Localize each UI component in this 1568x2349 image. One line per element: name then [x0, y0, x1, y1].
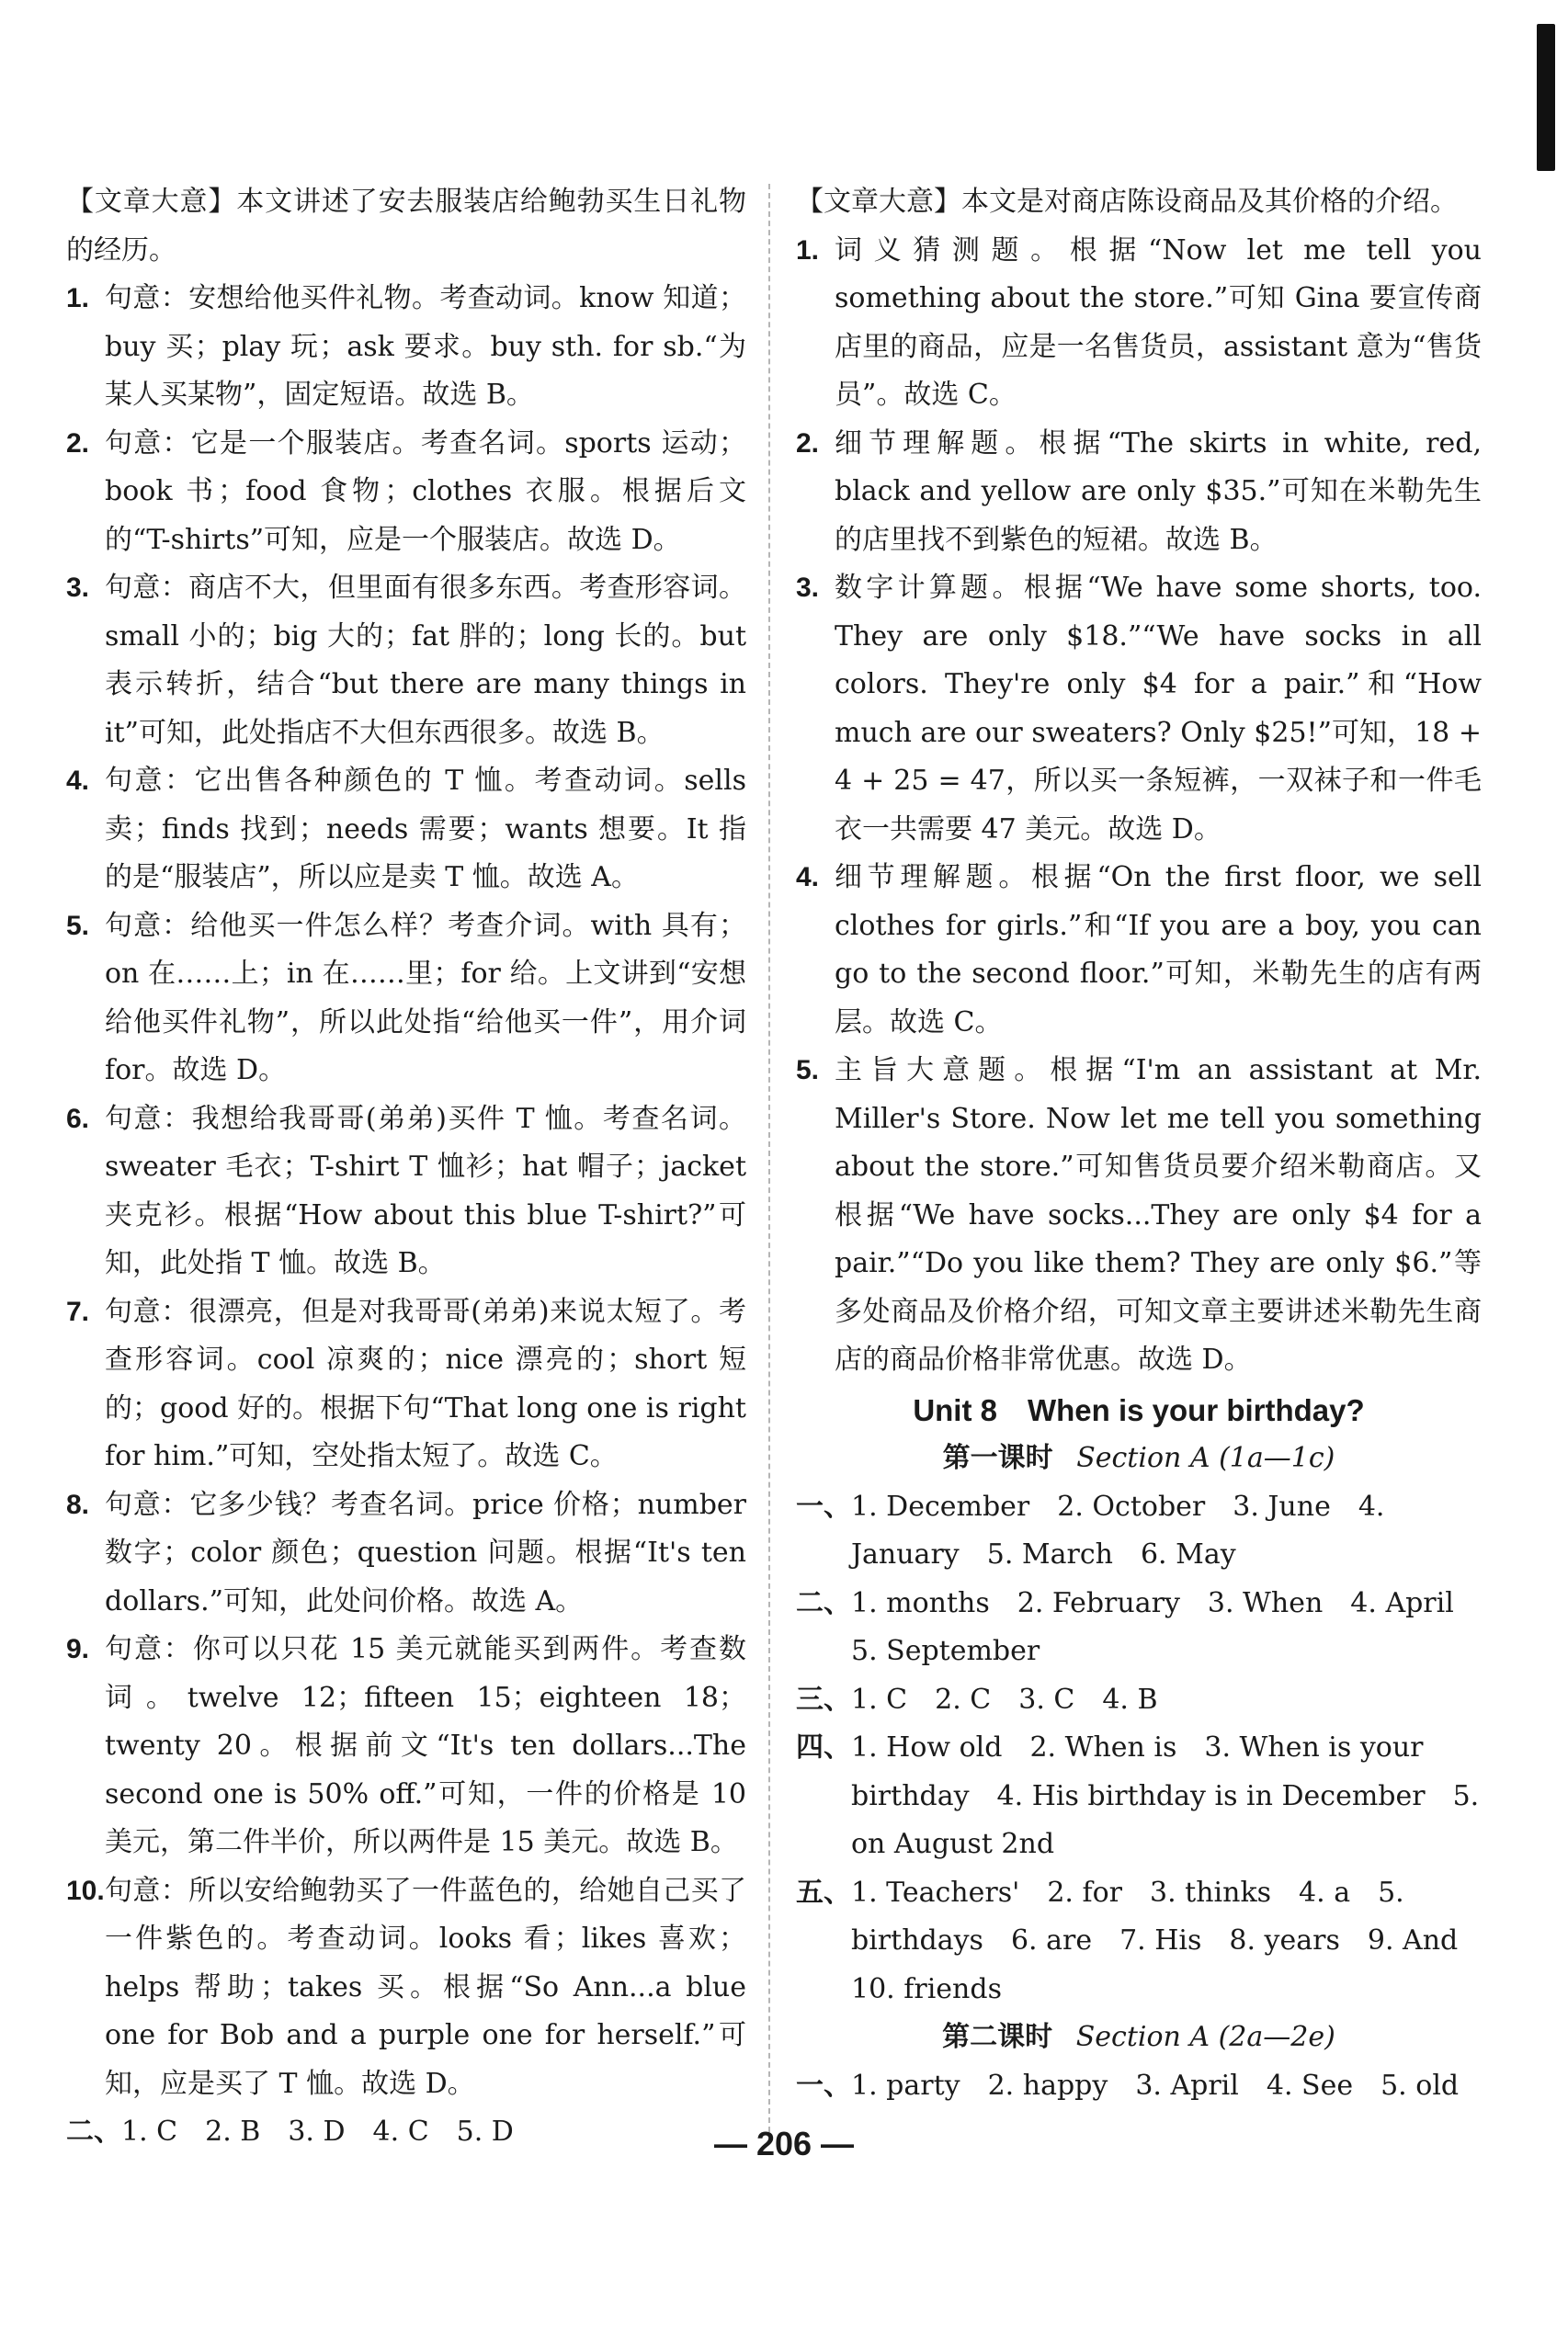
- lesson-1-title: 第一课时: [942, 1443, 1053, 1473]
- lesson-2-title: 第二课时: [942, 2022, 1053, 2052]
- item-number: 3.: [796, 573, 820, 603]
- item-number: 10.: [66, 1875, 105, 1906]
- answer-item: [66, 902, 746, 1095]
- column-divider: [768, 184, 770, 2132]
- answer-item: [796, 420, 1482, 565]
- item-text: 句意：它是一个服装店。考查名词。sports 运动；book 书；food 食物；clothes 衣服。根据后文的“T-shirts”可知，应是一个服装店。故选 D。: [105, 426, 746, 556]
- item-number: 8.: [66, 1489, 90, 1520]
- exercise-answers: [796, 1580, 1482, 1676]
- left-column: [66, 178, 746, 2157]
- item-number: 4.: [796, 862, 820, 892]
- item-text: 句意：它多少钱？考查名词。price 价格；number 数字；color 颜色；question 问题。根据“It's ten dollars.”可知，此处问价格。故选 A。: [105, 1488, 746, 1617]
- section-label: 二、: [66, 2116, 121, 2147]
- unit-title: Unit 8 When is your birthday?: [913, 1392, 1365, 1427]
- exercise-label: 一、: [796, 1491, 851, 1522]
- answer-item: [66, 1288, 746, 1481]
- item-text: 数字计算题。根据“We have some shorts, too. They are only $18.”“We have socks in all colors. They're only $4 for a pair.”和“How much are our sweaters? Only $25!”可知，18 + 4 + 25 = 47，所以买一条短裤，一双袜子和一件毛衣一共需要 47 美元。故选 D。: [835, 572, 1482, 845]
- item-number: 4.: [66, 766, 90, 796]
- item-text: 句意：给他买一件怎么样？考查介词。with 具有；on 在……上；in 在……里；for 给。上文讲到“安想给他买件礼物”，所以此处指“给他买一件”，用介词 for。故选 D。: [105, 909, 746, 1086]
- item-number: 1.: [796, 234, 820, 266]
- exercise-answers: [796, 1724, 1482, 1869]
- exercise-answers: [796, 1483, 1482, 1580]
- item-text: 细节理解题。根据“The skirts in white, red, black and yellow are only $35.”可知在米勒先生的店里找不到紫色的短裙。故选 B。: [835, 426, 1482, 556]
- lesson-1-answers: [796, 1483, 1486, 2014]
- exercise-label: 二、: [796, 1587, 851, 1618]
- answer-item: [66, 420, 746, 565]
- exercise-answers: [796, 2062, 1482, 2111]
- answer-item: [796, 564, 1482, 854]
- right-column: [796, 178, 1486, 2110]
- exercise-answer-text: 1. party 2. happy 3. April 4. See 5. old: [851, 2069, 1460, 2102]
- left-answer-list: [66, 275, 746, 2108]
- page-edge-bar: [1537, 24, 1555, 171]
- item-number: 6.: [66, 1103, 90, 1134]
- item-text: 细节理解题。根据“On the first floor, we sell clothes for girls.”和“If you are a boy, you can go to the second floor.”可知，米勒先生的店有两层。故选 C。: [835, 861, 1482, 1038]
- item-number: 3.: [66, 573, 90, 603]
- item-number: 7.: [66, 1296, 90, 1327]
- answer-item: [796, 854, 1482, 1047]
- exercise-answer-text: 1. months 2. February 3. When 4. April 5. September: [851, 1586, 1482, 1667]
- item-number: 9.: [66, 1634, 90, 1664]
- lesson-1-section: Section A (1a—1c): [1076, 1442, 1335, 1474]
- item-number: 5.: [66, 910, 90, 941]
- answer-item: [66, 1095, 746, 1288]
- answer-item: [66, 1481, 746, 1627]
- item-number: 2.: [796, 427, 820, 459]
- lesson-2-section: Section A (2a—2e): [1075, 2021, 1335, 2053]
- left-summary: 【文章大意】本文讲述了安去服装店给鲍勃买生日礼物的经历。: [66, 186, 746, 267]
- right-summary: 【文章大意】本文是对商店陈设商品及其价格的介绍。: [796, 186, 1458, 218]
- item-text: 句意：我想给我哥哥(弟弟)买件 T 恤。考查名词。sweater 毛衣；T-shirt T 恤衫；hat 帽子；jacket 夹克衫。根据“How about this blue T-shirt?”可知，此处指 T 恤。故选 B。: [105, 1102, 746, 1279]
- exercise-answer-text: 1. Teachers' 2. for 3. thinks 4. a 5. birthdays 6. are 7. His 8. years 9. And 10. friends: [851, 1876, 1486, 2005]
- answer-item: [796, 227, 1482, 420]
- exercise-answer-text: 1. How old 2. When is 3. When is your birthday 4. His birthday is in December 5. on August 2nd: [851, 1731, 1480, 1860]
- item-text: 词义猜测题。根据“Now let me tell you something about the store.”可知 Gina 要宣传商店里的商品，应是一名售货员，assistant 意为“售货员”。故选 C。: [835, 233, 1482, 411]
- item-number: 2.: [66, 427, 90, 459]
- exercise-answers: [796, 1869, 1486, 2014]
- answer-item: [66, 757, 746, 902]
- item-text: 句意：所以安给鲍勃买了一件蓝色的，给她自己买了一件紫色的。考查动词。looks 看；likes 喜欢；helps 帮助；takes 买。根据“So Ann...a blue one for Bob and a purple one for herself.”可知，应是买了 T 恤。故选 D。: [105, 1874, 746, 2100]
- lesson-2-answers: [796, 2062, 1482, 2111]
- item-number: 5.: [796, 1055, 820, 1085]
- item-text: 句意：它出售各种颜色的 T 恤。考查动词。sells 卖；finds 找到；needs 需要；wants 想要。It 指的是“服装店”，所以应是卖 T 恤。故选 A。: [105, 765, 746, 893]
- item-number: 1.: [66, 283, 90, 313]
- answer-item: [796, 1047, 1482, 1385]
- answer-item: [66, 1626, 746, 1867]
- item-text: 句意：安想给他买件礼物。考查动词。know 知道；buy 买；play 玩；ask 要求。buy sth. for sb.“为某人买某物”，固定短语。故选 B。: [105, 282, 746, 411]
- answer-item: [66, 1867, 746, 2109]
- exercise-label: 一、: [796, 2070, 851, 2101]
- exercise-label: 四、: [796, 1732, 851, 1763]
- right-answer-list: [796, 227, 1482, 1385]
- lesson-1-heading: [796, 1435, 1482, 1483]
- page-number: — 206 —: [713, 2125, 855, 2162]
- item-text: 句意：你可以只花 15 美元就能买到两件。考查数词。twelve 12；fifteen 15；eighteen 18；twenty 20。根据前文“It's ten dollars...The second one is 50% off.”可知，一件的价格是 10 美元，第二件半价，所以两件是 15 美元。故选 B。: [105, 1633, 746, 1858]
- item-text: 主旨大意题。根据“I'm an assistant at Mr. Miller's Store. Now let me tell you something about the store.”可知售货员要介绍米勒商店。又根据“We have socks...They are only $4 for a pair.”“Do you like them? They are only $6.”等多处商品及价格介绍，可知文章主要讲述米勒先生商店的商品价格非常优惠。故选 D。: [835, 1054, 1482, 1376]
- item-text: 句意：很漂亮，但是对我哥哥(弟弟)来说太短了。考查形容词。cool 凉爽的；nice 漂亮的；short 短的；good 好的。根据下句“That long one is right for him.”可知，空处指太短了。故选 C。: [105, 1295, 746, 1472]
- section-answers: 1. C 2. B 3. D 4. C 5. D: [121, 2116, 514, 2148]
- exercise-answers: [796, 1676, 1482, 1725]
- answer-item: [66, 275, 746, 420]
- exercise-answer-text: 1. C 2. C 3. C 4. B: [851, 1683, 1158, 1716]
- answer-item: [66, 564, 746, 757]
- exercise-label: 五、: [796, 1877, 851, 1908]
- exercise-answer-text: 1. December 2. October 3. June 4. January 5. March 6. May: [851, 1490, 1385, 1571]
- lesson-2-heading: [796, 2014, 1482, 2062]
- item-text: 句意：商店不大，但里面有很多东西。考查形容词。small 小的；big 大的；fat 胖的；long 长的。but 表示转折，结合“but there are many things in it”可知，此处指店不大但东西很多。故选 B。: [105, 572, 746, 749]
- exercise-label: 三、: [796, 1684, 851, 1715]
